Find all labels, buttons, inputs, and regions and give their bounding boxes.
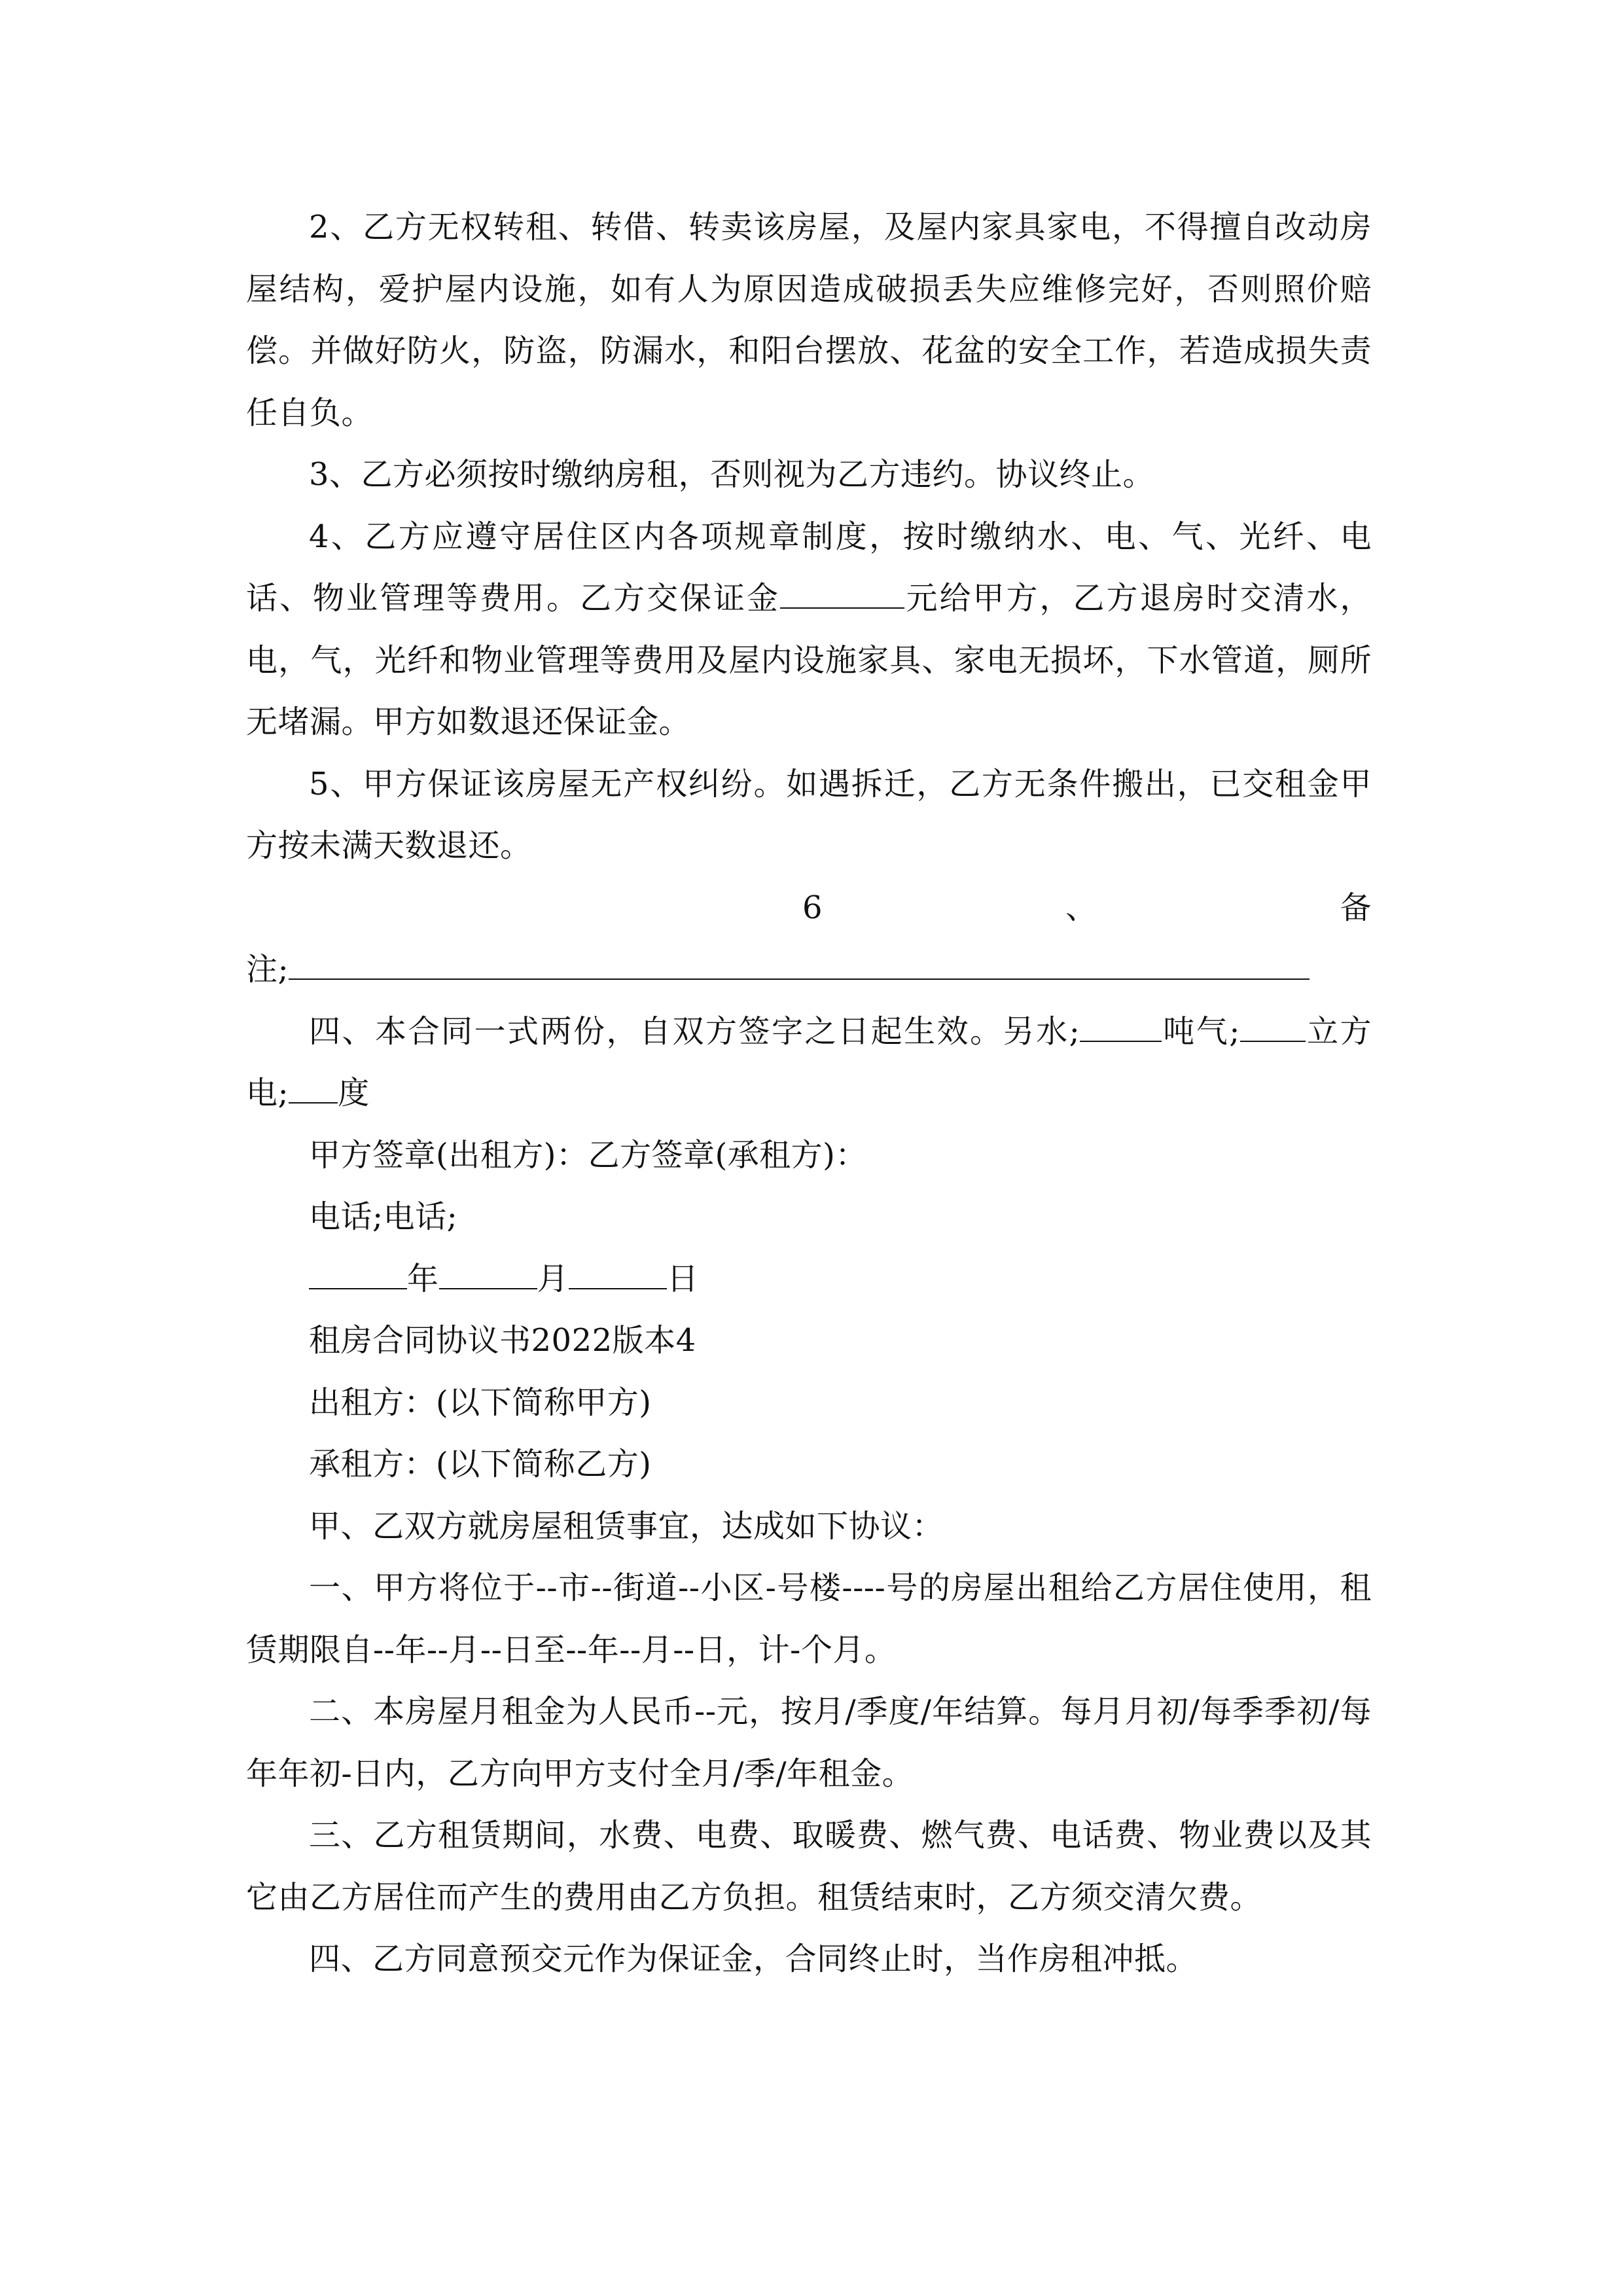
clause-4-part-2: 元给甲方，乙方退房时交清水，电，气，光纤和物业管理等费用及屋内设施家具、家电无损坏，下水管道，厕所无堵漏。甲方如数退还保证金。 <box>246 580 1372 740</box>
clause-6-number: 6 <box>802 889 823 926</box>
clause-5: 5、甲方保证该房屋无产权纠纷。如遇拆迁，乙方无条件搬出，已交租金甲方按未满天数退还。 <box>246 765 1372 864</box>
clause-6-heading <box>246 877 1372 939</box>
deposit-blank <box>780 581 904 609</box>
remark-label: 注; <box>246 951 289 988</box>
year-blank <box>309 1262 407 1289</box>
clause-2: 2、乙方无权转租、转借、转卖该房屋，及屋内家具家电，不得擅自改动房屋结构，爱护屋内设施，如有人为原因造成破损丢失应维修完好，否则照价赔偿。并做好防火，防盗，防漏水，和阳台摆放、花盆的安全工作，若造成损失责任自负。 <box>246 209 1372 431</box>
day-blank <box>569 1262 667 1289</box>
article-3: 三、乙方租赁期间，水费、电费、取暖费、燃气费、电话费、物业费以及其它由乙方居住而产生的费用由乙方负担。租赁结束时，乙方须交清欠费。 <box>246 1817 1372 1916</box>
remark-blank <box>289 952 1310 980</box>
water-blank <box>1080 1014 1162 1042</box>
section-4-part-4: 度 <box>338 1075 370 1111</box>
section-4-part-2: 吨气; <box>1162 1013 1240 1050</box>
gas-blank <box>1240 1014 1306 1042</box>
clause-6-remark <box>246 939 1372 1001</box>
clause-4-part-1: 4、乙方应遵守居住区内各项规章制度，按时缴纳水、电、气、光纤、电话、物业管理等费用。乙方交保证金 <box>246 518 1372 617</box>
year-label: 年 <box>407 1260 439 1297</box>
article-1: 一、甲方将位于--市--街道--小区-号楼----号的房屋出租给乙方居住使用，租赁期限自--年--月--日至--年--月--日，计-个月。 <box>246 1570 1372 1668</box>
article-4: 四、乙方同意预交元作为保证金，合同终止时，当作房租冲抵。 <box>309 1941 1198 1977</box>
lessor-line: 出租方：(以下简称甲方) <box>309 1384 652 1421</box>
section-4-effective <box>246 1001 1372 1124</box>
clause-3: 3、乙方必须按时缴纳房租，否则视为乙方违约。协议终止。 <box>309 456 1155 493</box>
day-label: 日 <box>667 1260 699 1297</box>
phone-line: 电话;电话; <box>309 1198 458 1235</box>
date-line <box>246 1248 1372 1310</box>
electricity-blank <box>289 1076 338 1103</box>
clause-6-separator: 、 <box>1065 889 1097 926</box>
signature-line: 甲方签章(出租方)：乙方签章(承租方)： <box>309 1136 867 1174</box>
clause-4 <box>246 506 1372 753</box>
clause-6-label: 备 <box>1340 889 1372 926</box>
section-4-part-3: 立方电; <box>246 1013 1372 1111</box>
contract-title: 租房合同协议书2022版本4 <box>309 1322 696 1359</box>
agreement-intro: 甲、乙双方就房屋租赁事宜，达成如下协议： <box>309 1507 944 1545</box>
article-2: 二、本房屋月租金为人民币--元，按月/季度/年结算。每月月初/每季季初/每年年初-日内，乙方向甲方支付全月/季/年租金。 <box>246 1693 1372 1792</box>
lessee-line: 承租方：(以下简称乙方) <box>309 1446 652 1482</box>
document-body <box>246 196 1372 1990</box>
month-label: 月 <box>537 1260 569 1297</box>
section-4-part-1: 四、本合同一式两份，自双方签字之日起生效。另水; <box>309 1013 1080 1050</box>
month-blank <box>439 1262 537 1289</box>
